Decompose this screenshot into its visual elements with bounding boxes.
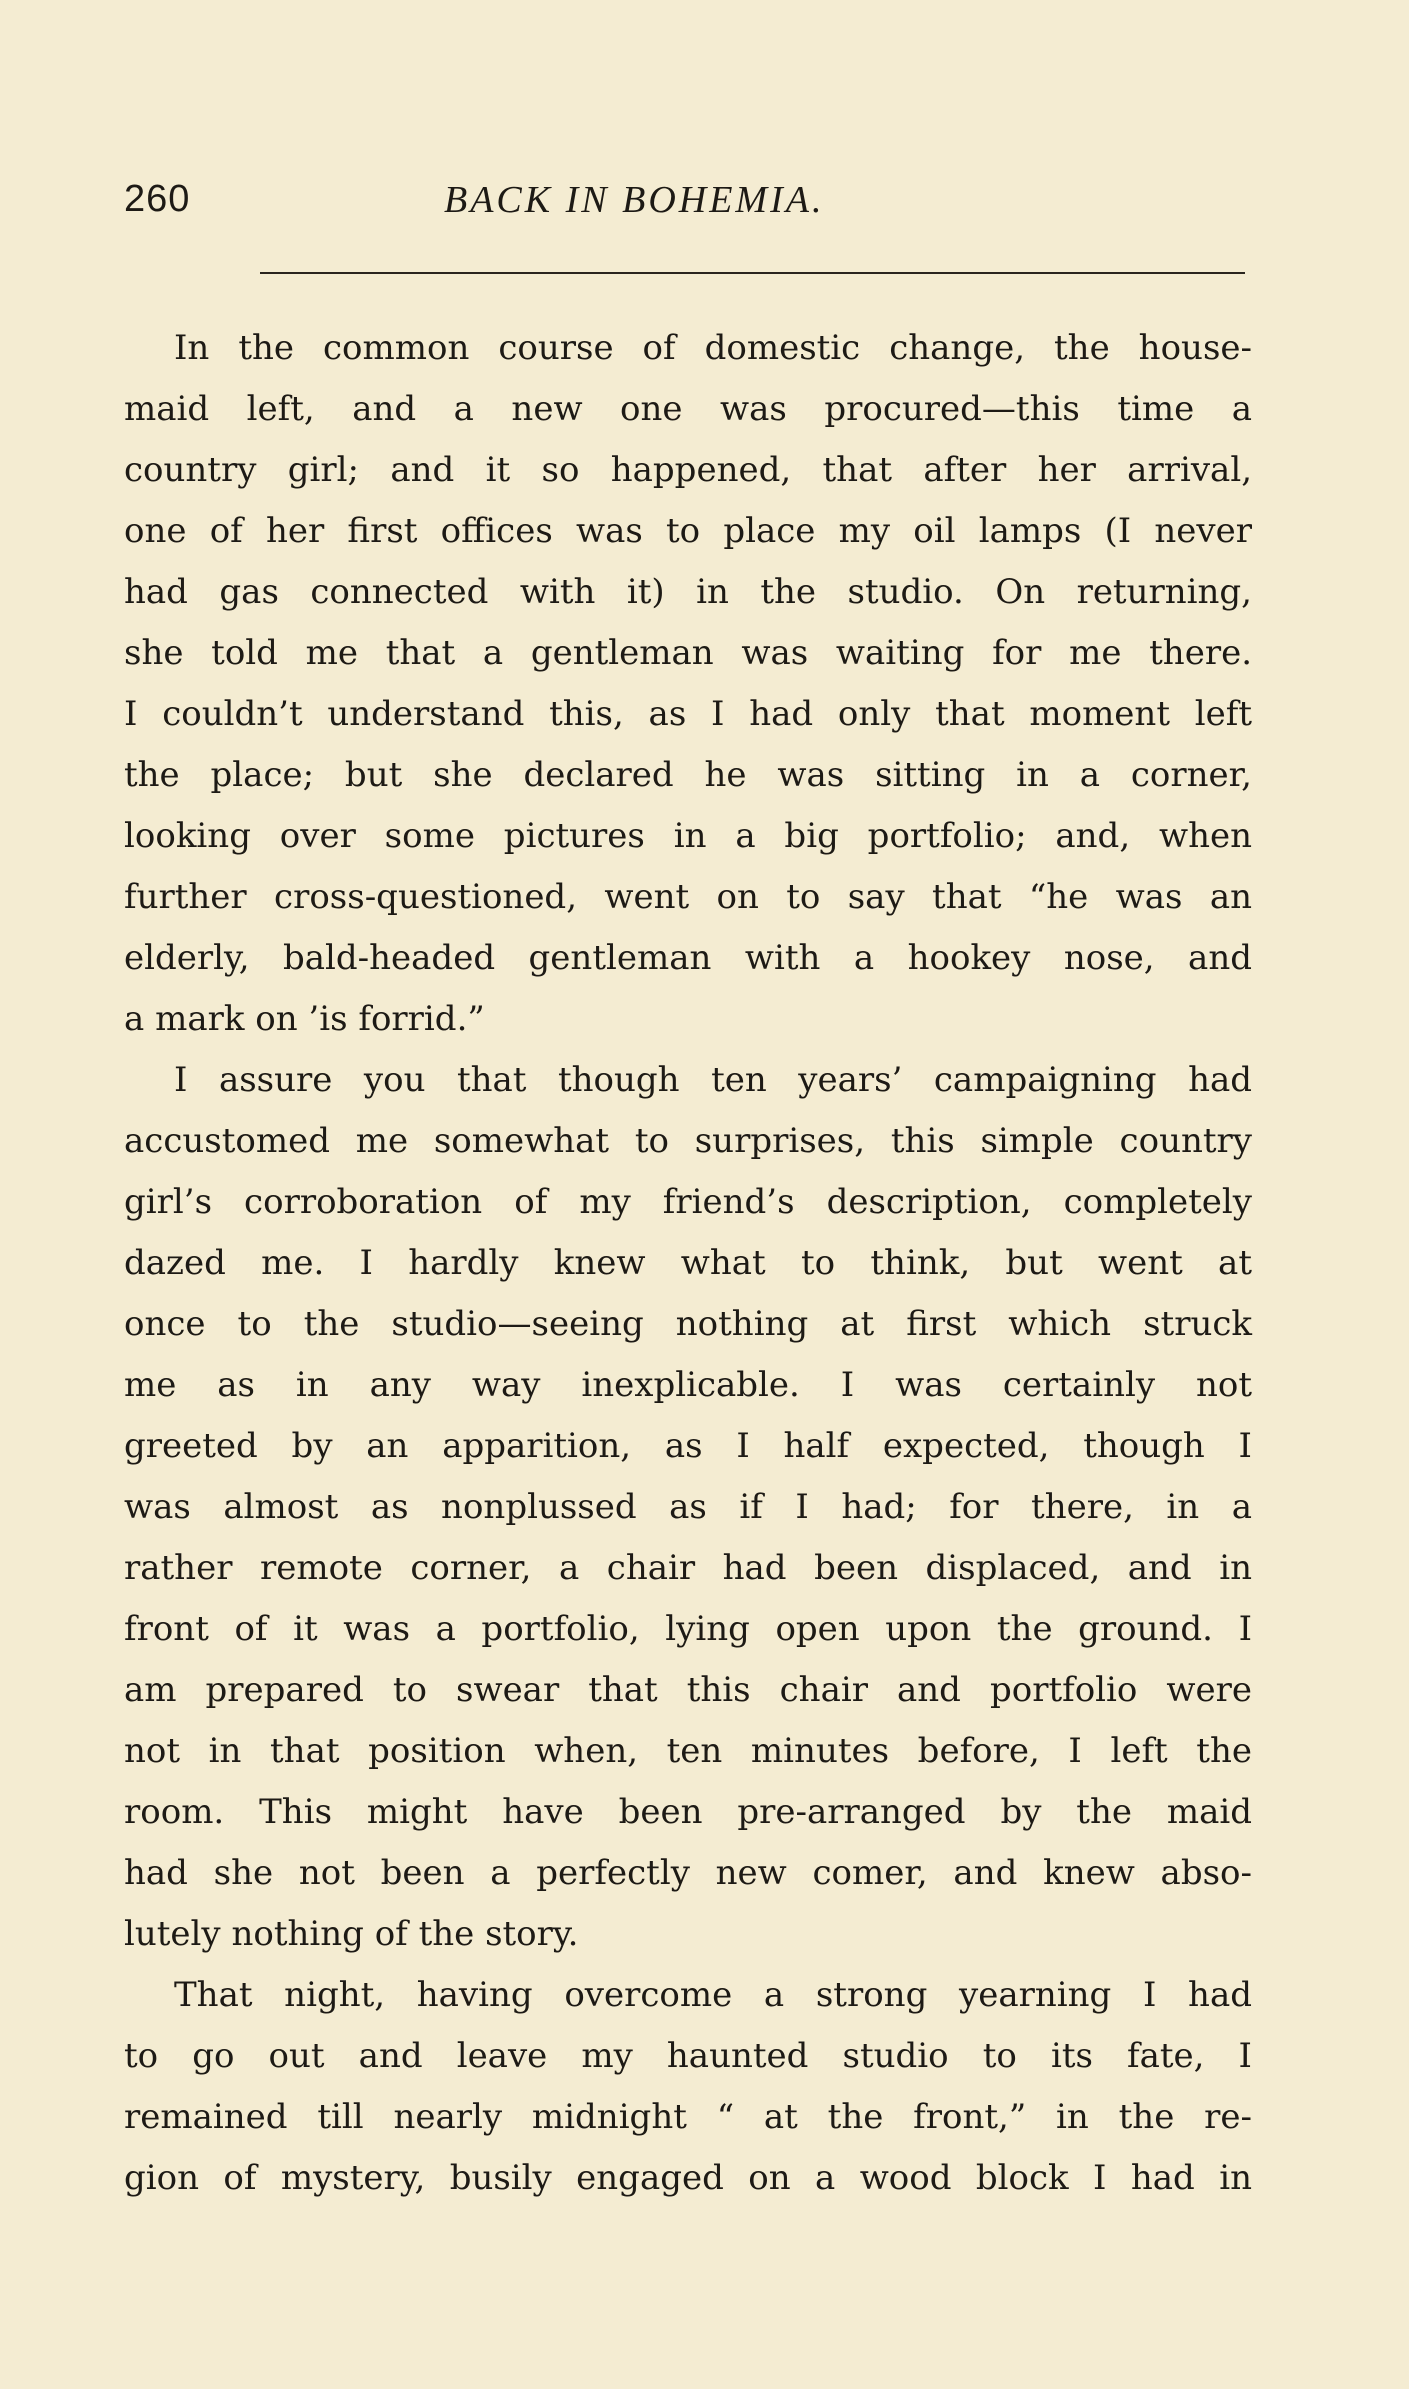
text-line: elderly, bald-headed gentleman with a hookey nose, and xyxy=(124,938,1252,978)
text-line: dazed me. I hardly knew what to think, but went at xyxy=(124,1243,1252,1283)
text-line: one of her first offices was to place my oil lamps (I never xyxy=(124,511,1252,551)
text-line: had gas connected with it) in the studio. On returning, xyxy=(124,572,1252,612)
text-line: a mark on ’is forrid.” xyxy=(124,999,485,1039)
text-line: looking over some pictures in a big portfolio; and, when xyxy=(124,816,1252,856)
text-line: rather remote corner, a chair had been displaced, and in xyxy=(124,1548,1252,1588)
text-line: lutely nothing of the story. xyxy=(124,1914,579,1954)
text-line: I couldn’t understand this, as I had only that moment left xyxy=(124,694,1252,734)
text-line: accustomed me somewhat to surprises, this simple country xyxy=(124,1121,1252,1161)
text-line: greeted by an apparition, as I half expected, though I xyxy=(124,1426,1252,1466)
text-line: me as in any way inexplicable. I was certainly not xyxy=(124,1365,1252,1405)
text-line: had she not been a perfectly new comer, and knew abso- xyxy=(124,1853,1252,1893)
text-line: maid left, and a new one was procured—this time a xyxy=(124,389,1252,429)
text-line: am prepared to swear that this chair and portfolio were xyxy=(124,1670,1252,1710)
text-line: In the common course of domestic change, the house- xyxy=(174,328,1252,368)
running-head xyxy=(124,178,1252,238)
text-line: front of it was a portfolio, lying open upon the ground. I xyxy=(124,1609,1252,1649)
page-number: 260 xyxy=(124,178,191,220)
body-text xyxy=(124,318,1252,2209)
text-line: further cross-questioned, went on to say that “he was an xyxy=(124,877,1252,917)
text-line: remained till nearly midnight “ at the front,” in the re- xyxy=(124,2097,1252,2137)
text-line: the place; but she declared he was sitting in a corner, xyxy=(124,755,1252,795)
text-line: country girl; and it so happened, that after her arrival, xyxy=(124,450,1252,490)
text-line: she told me that a gentleman was waiting for me there. xyxy=(124,633,1252,673)
text-line: gion of mystery, busily engaged on a wood block I had in xyxy=(124,2158,1252,2198)
text-line: to go out and leave my haunted studio to its fate, I xyxy=(124,2036,1252,2076)
text-line: I assure you that though ten years’ campaigning had xyxy=(174,1060,1252,1100)
header-rule xyxy=(260,272,1245,274)
text-line: girl’s corroboration of my friend’s description, completely xyxy=(124,1182,1252,1222)
text-line: not in that position when, ten minutes before, I left the xyxy=(124,1731,1252,1771)
text-line: was almost as nonplussed as if I had; for there, in a xyxy=(124,1487,1252,1527)
running-title: BACK IN BOHEMIA. xyxy=(444,179,825,221)
text-line: once to the studio—seeing nothing at first which struck xyxy=(124,1304,1252,1344)
text-line: room. This might have been pre-arranged by the maid xyxy=(124,1792,1252,1832)
text-line: That night, having overcome a strong yearning I had xyxy=(174,1975,1252,2015)
